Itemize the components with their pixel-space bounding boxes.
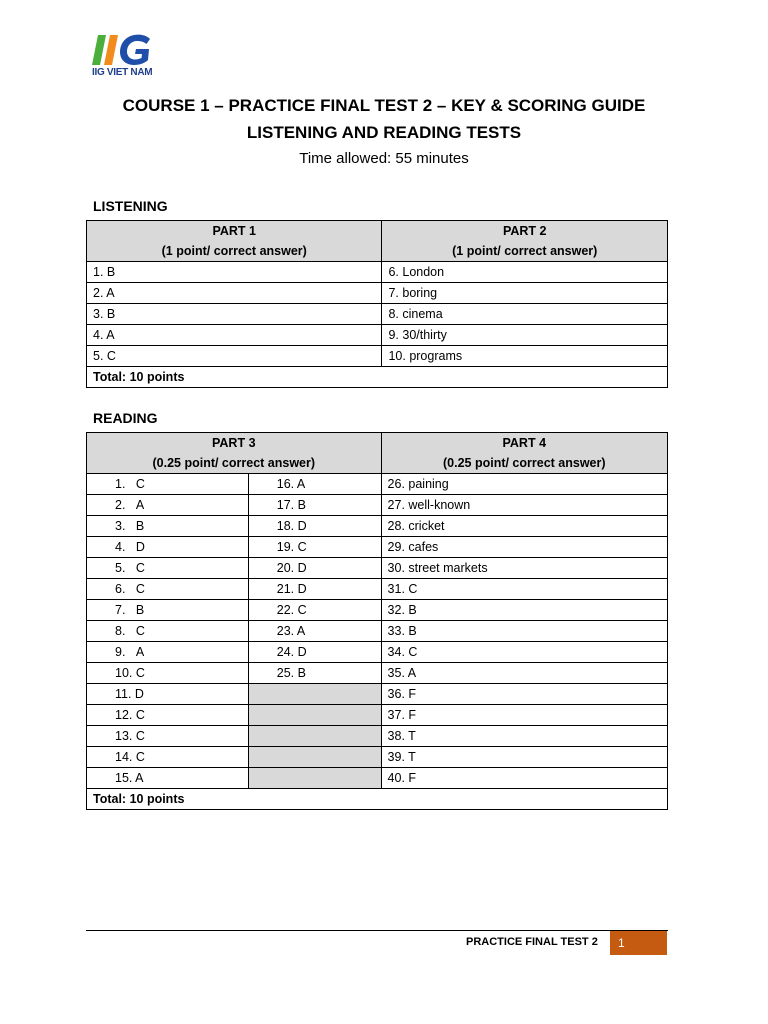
listening-answer-table [86,220,668,388]
answer-cell: 4. A [87,325,382,346]
part1-header: PART 1 (1 point/ correct answer) [87,221,382,262]
table-row [87,642,668,663]
table-row [87,684,668,705]
answer-cell: 33. B [381,621,667,642]
page-title: COURSE 1 – PRACTICE FINAL TEST 2 – KEY & SCORING GUIDE [122,96,646,115]
answer-cell: 15. A [87,768,249,789]
answer-cell: 9. 30/thirty [382,325,668,346]
footer-label: PRACTICE FINAL TEST 2 [466,936,598,948]
answer-cell: 36. F [381,684,667,705]
answer-cell: 24. D [248,642,381,663]
reading-total: Total: 10 points [87,789,668,810]
answer-cell: 34. C [381,642,667,663]
part3-header: PART 3 (0.25 point/ correct answer) [87,433,382,474]
answer-cell: 26. paining [381,474,667,495]
empty-shaded-cell [248,684,381,705]
table-row [87,537,668,558]
answer-cell: 38. T [381,726,667,747]
answer-cell: 12. C [87,705,249,726]
part4-header: PART 4 (0.25 point/ correct answer) [381,433,667,474]
answer-cell: 2. A [87,495,249,516]
empty-shaded-cell [248,747,381,768]
page-subtitle: LISTENING AND READING TESTS [246,123,522,142]
answer-cell: 10. programs [382,346,668,367]
table-row [87,726,668,747]
answer-cell: 27. well-known [381,495,667,516]
answer-cell: 18. D [248,516,381,537]
answer-cell: 20. D [248,558,381,579]
answer-cell: 3. B [87,516,249,537]
table-row [87,304,668,325]
answer-cell: 35. A [381,663,667,684]
answer-cell: 8. cinema [382,304,668,325]
table-row [87,474,668,495]
empty-shaded-cell [248,768,381,789]
answer-cell: 31. C [381,579,667,600]
answer-cell: 5. C [87,558,249,579]
answer-cell: 19. C [248,537,381,558]
table-row [87,621,668,642]
page-number: 1 [610,931,667,955]
answer-cell: 13. C [87,726,249,747]
empty-shaded-cell [248,726,381,747]
answer-cell: 21. D [248,579,381,600]
listening-total: Total: 10 points [87,367,668,388]
answer-cell: 28. cricket [381,516,667,537]
answer-cell: 17. B [248,495,381,516]
answer-cell: 39. T [381,747,667,768]
table-row [87,663,668,684]
table-row [87,747,668,768]
answer-cell: 3. B [87,304,382,325]
table-row [87,579,668,600]
answer-cell: 6. London [382,262,668,283]
reading-heading: READING [93,410,158,426]
reading-answer-table [86,432,668,810]
footer-divider [86,930,668,931]
answer-cell: 23. A [248,621,381,642]
table-row [87,262,668,283]
answer-cell: 4. D [87,537,249,558]
answer-cell: 16. A [248,474,381,495]
answer-cell: 5. C [87,346,382,367]
answer-cell: 6. C [87,579,249,600]
answer-cell: 1. B [87,262,382,283]
answer-cell: 9. A [87,642,249,663]
table-row [87,346,668,367]
answer-cell: 25. B [248,663,381,684]
answer-cell: 30. street markets [381,558,667,579]
listening-heading: LISTENING [93,198,168,214]
table-row [87,516,668,537]
table-row [87,600,668,621]
answer-cell: 22. C [248,600,381,621]
answer-cell: 8. C [87,621,249,642]
answer-cell: 2. A [87,283,382,304]
answer-cell: 7. boring [382,283,668,304]
answer-cell: 29. cafes [381,537,667,558]
table-row [87,705,668,726]
logo-text: IIG VIET NAM [92,67,153,78]
table-row [87,283,668,304]
answer-cell: 11. D [87,684,249,705]
table-row [87,768,668,789]
answer-cell: 14. C [87,747,249,768]
table-row [87,495,668,516]
table-row [87,558,668,579]
answer-cell: 10. C [87,663,249,684]
answer-cell: 32. B [381,600,667,621]
answer-cell: 37. F [381,705,667,726]
answer-cell: 7. B [87,600,249,621]
table-row [87,325,668,346]
time-allowed: Time allowed: 55 minutes [299,150,469,167]
part2-header: PART 2 (1 point/ correct answer) [382,221,668,262]
answer-cell: 40. F [381,768,667,789]
answer-cell: 1. C [87,474,249,495]
empty-shaded-cell [248,705,381,726]
